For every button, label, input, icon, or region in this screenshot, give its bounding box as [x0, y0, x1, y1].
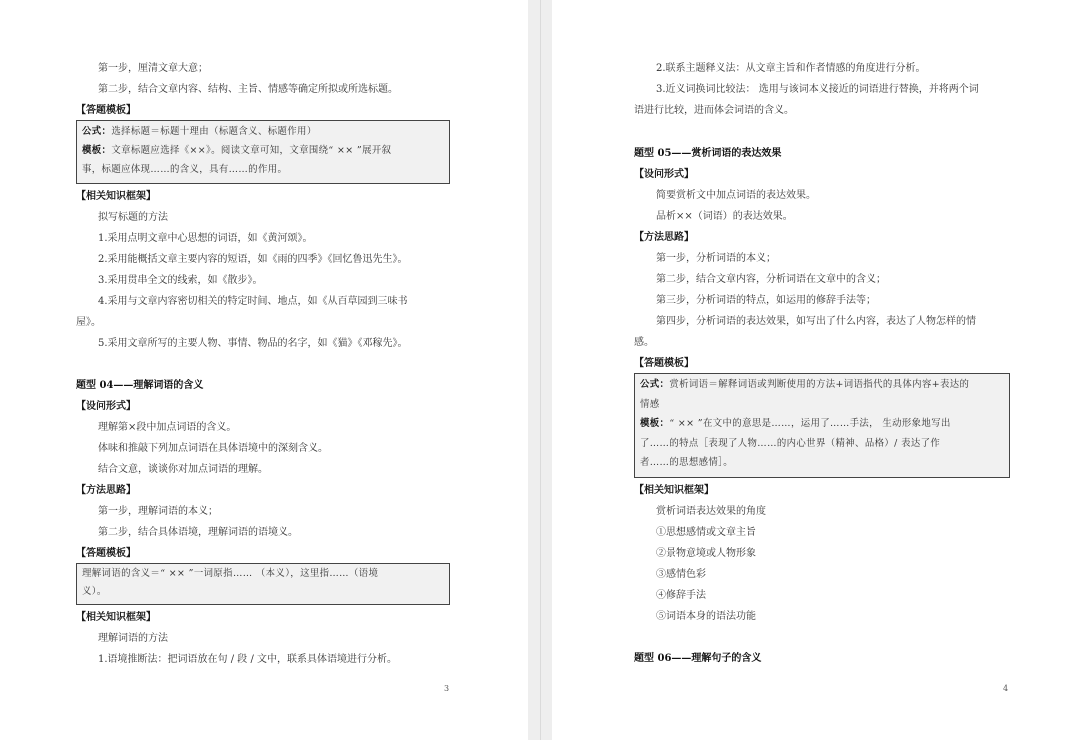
section-heading: 【设问形式】 [76, 401, 136, 412]
section-heading: 【相关知识框架】 [76, 191, 156, 202]
body-line: 拟写标题的方法 [98, 212, 168, 223]
body-line: 3.采用贯串全文的线索，如《散步》。 [98, 275, 263, 286]
section-heading: 【答题模板】 [76, 105, 136, 116]
box-text: 者……的思想感情］。 [640, 457, 734, 468]
list-item: ④修辞手法 [656, 590, 706, 601]
body-line: 5.采用文章所写的主要人物、事情、物品的名字，如《猫》《邓稼先》。 [98, 338, 408, 349]
answer-template-box [76, 563, 450, 605]
body-line: 理解第×段中加点词语的含义。 [98, 422, 237, 433]
box-text: 赏析词语＝解释词语或判断使用的方法+词语指代的具体内容+表达的 [669, 379, 970, 390]
body-line: 语进行比较，进而体会词语的含义。 [634, 105, 794, 116]
body-line: 1.语境推断法：把词语放在句 / 段 / 文中，联系具体语境进行分析。 [98, 654, 397, 665]
question-type-title: 题型 05——赏析词语的表达效果 [634, 148, 782, 159]
section-heading: 【设问形式】 [634, 169, 694, 180]
box-text: 文章标题应选择《××》。阅读文章可知，文章围绕“ ×× ”展开叙 [111, 145, 392, 156]
section-heading: 【方法思路】 [76, 485, 136, 496]
question-type-title: 题型 04——理解词语的含义 [76, 380, 204, 391]
body-line: 2.联系主题释义法：从文章主旨和作者情感的角度进行分析。 [656, 63, 926, 74]
document-page-3 [0, 0, 528, 740]
answer-template-box [634, 373, 1010, 478]
body-line: 结合文意，谈谈你对加点词语的理解。 [98, 464, 268, 475]
section-heading: 【相关知识框架】 [76, 612, 156, 623]
section-heading: 【答题模板】 [634, 358, 694, 369]
answer-template-box [76, 120, 450, 184]
body-line: 第一步，理解词语的本义； [98, 506, 218, 517]
box-label: 公式： [640, 379, 670, 390]
list-item: ①思想感情或文章主旨 [656, 527, 756, 538]
box-label: 模板： [82, 145, 112, 156]
body-line: 第二步，结合具体语境，理解词语的语境义。 [98, 527, 298, 538]
list-item: ⑤词语本身的语法功能 [656, 611, 756, 622]
box-text: 理解词语的含义＝“ ×× ”一词原指…… （本义），这里指……（语境 [82, 568, 379, 579]
list-item: ③感情色彩 [656, 569, 706, 580]
body-line: 感。 [634, 337, 654, 348]
box-label: 模板： [640, 418, 670, 429]
box-text: “ ×× ”在文中的意思是……，运用了……手法， 生动形象地写出 [669, 418, 951, 429]
section-heading: 【答题模板】 [76, 548, 136, 559]
box-text: 事，标题应体现……的含义，具有……的作用。 [82, 164, 288, 175]
body-line: 体味和推敲下列加点词语在具体语境中的深刻含义。 [98, 443, 328, 454]
box-text: 选择标题＝标题十理由（标题含义、标题作用） [111, 126, 317, 137]
box-label: 公式： [82, 126, 112, 137]
body-line: 理解词语的方法 [98, 633, 168, 644]
page-number: 3 [444, 684, 450, 693]
body-line: 第二步，结合文章内容，分析词语在文章中的含义； [656, 274, 886, 285]
step-line: 第二步，结合文章内容、结构、主旨、情感等确定所拟或所选标题。 [98, 84, 398, 95]
step-line: 第一步，厘清文章大意； [98, 63, 208, 74]
box-text: 了……的特点［表现了人物……的内心世界（精神、品格）/ 表达了作 [640, 437, 941, 449]
page-divider [540, 0, 541, 740]
body-line: 简要赏析文中加点词语的表达效果。 [656, 190, 816, 201]
document-page-4 [552, 0, 1080, 740]
body-line: 3.近义词换词比较法： 选用与该词本义接近的词语进行替换，并将两个词 [656, 84, 979, 95]
section-heading: 【方法思路】 [634, 232, 694, 243]
question-type-title: 题型 06——理解句子的含义 [634, 653, 762, 664]
list-item: ②景物意境或人物形象 [656, 548, 756, 559]
box-text: 义）。 [82, 586, 107, 597]
section-heading: 【相关知识框架】 [634, 485, 714, 496]
body-line: 赏析词语表达效果的角度 [656, 506, 766, 517]
box-text: 情感 [640, 398, 660, 410]
body-line: 品析××（词语）的表达效果。 [656, 211, 793, 222]
body-line: 第四步，分析词语的表达效果，如写出了什么内容，表达了人物怎样的情 [656, 316, 976, 327]
body-line: 第一步，分析词语的本义； [656, 253, 776, 264]
body-line: 第三步，分析词语的特点，如运用的修辞手法等； [656, 295, 876, 306]
body-line: 4.采用与文章内容密切相关的特定时间、地点，如《从百草园到三味书 [98, 296, 408, 307]
body-line: 2.采用能概括文章主要内容的短语，如《雨的四季》《回忆鲁迅先生》。 [98, 254, 408, 265]
body-line: 1.采用点明文章中心思想的词语，如《黄河颂》。 [98, 233, 313, 244]
body-line: 屋》。 [76, 317, 101, 328]
page-number: 4 [1003, 684, 1009, 693]
